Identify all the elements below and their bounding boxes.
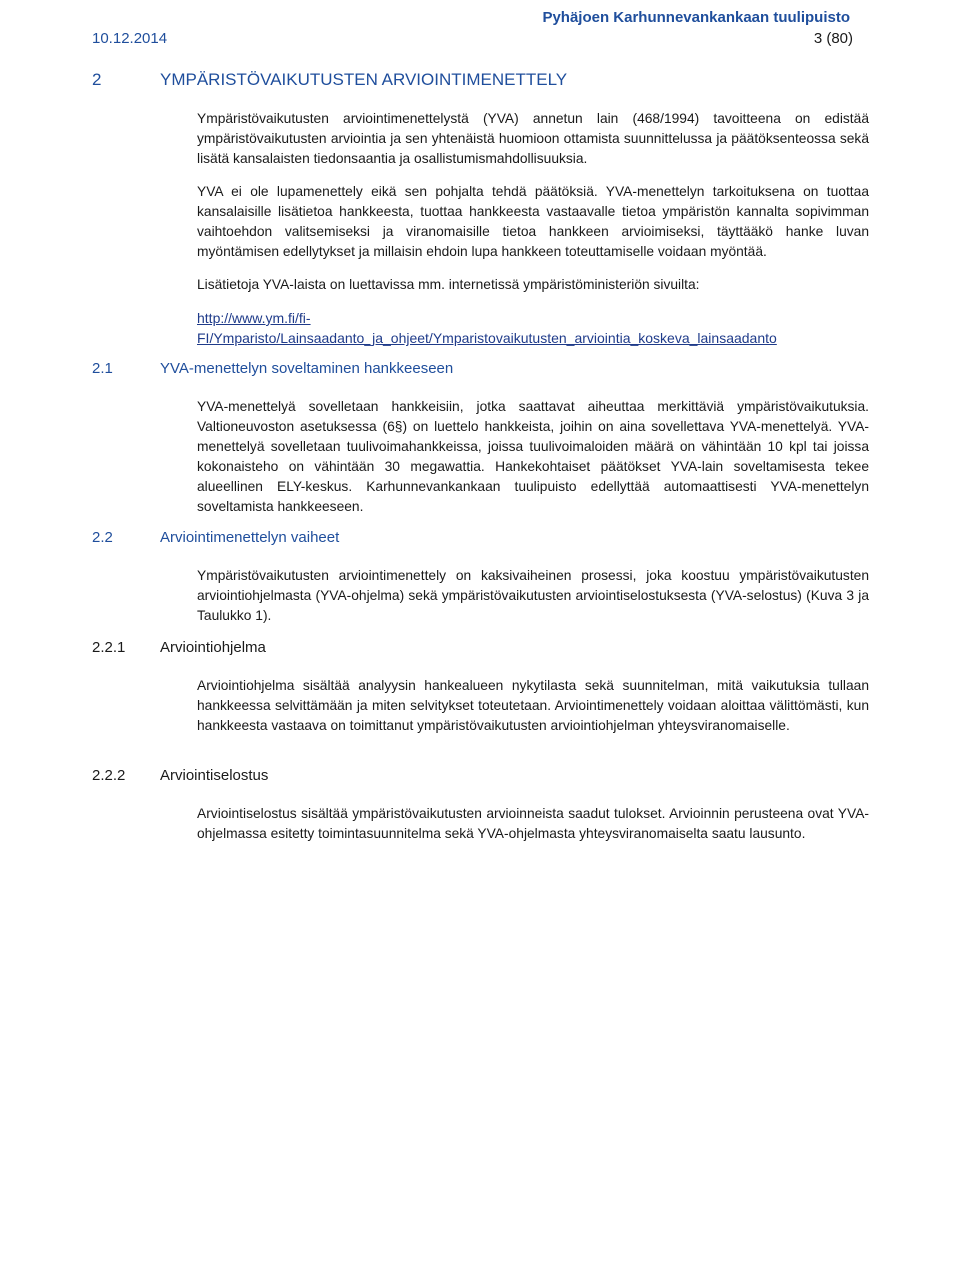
section-2-2-2-paragraph: Arviointiselostus sisältää ympäristövaikutusten arvioinneista saadut tulokset. Arvioinnin perusteena ovat YVA-ohjelmassa esitetty toimintasuunnitelma sekä YVA-ohjelmasta yhteysviranomaiselta saatu lausunto. [197, 806, 869, 841]
document-title: Pyhäjoen Karhunnevankankaan tuulipuisto [542, 9, 850, 26]
ministry-link-line-2[interactable]: FI/Ymparisto/Lainsaadanto_ja_ohjeet/Ymparistovaikutusten_arviointia_koskeva_lainsaadanto [197, 330, 777, 346]
section-number: 2.2.2 [92, 767, 126, 784]
section-2-paragraph-3: Lisätietoja YVA-laista on luettavissa mm. internetissä ympäristöministeriön sivuilta: [197, 277, 700, 292]
ministry-link-line-1[interactable]: http://www.ym.fi/fi- [197, 310, 311, 326]
section-title: YMPÄRISTÖVAIKUTUSTEN ARVIOINTIMENETTELY [160, 70, 568, 89]
section-2-2-heading [92, 529, 339, 546]
section-number: 2.1 [92, 360, 113, 377]
section-2-2-1-paragraph: Arviointiohjelma sisältää analyysin hankealueen nykytilasta sekä suunnitelman, mitä vaikutuksia tullaan hankkeessa selvittämään ja miten selvitykset toteutetaan. Arviointimenettely voidaan aloittaa välittömästi, kun hankkeesta vastaava on toimittanut ympäristövaikutusten arviointiohjelman yhteysviranomaiselle. [197, 678, 869, 733]
page-number: 3 (80) [813, 30, 853, 47]
section-2-2-paragraph: Ympäristövaikutusten arviointimenettely on kaksivaiheinen prosessi, joka koostuu ympäristövaikutusten arviointiohjelmasta (YVA-ohjelma) sekä ympäristövaikutusten arviointiselostuksesta (YVA-selostus) (Kuva 3 ja Taulukko 1). [197, 568, 869, 623]
section-2-2-1-heading [92, 639, 266, 656]
section-number: 2 [92, 70, 102, 89]
section-title: Arviointiohjelma [160, 639, 266, 656]
section-2-heading [92, 70, 567, 90]
section-2-2-2-heading [92, 767, 268, 784]
section-title: YVA-menettelyn soveltaminen hankkeeseen [160, 360, 454, 377]
section-title: Arviointimenettelyn vaiheet [160, 529, 340, 546]
section-title: Arviointiselostus [160, 767, 269, 784]
section-2-paragraph-2: YVA ei ole lupamenettely eikä sen pohjalta tehdä päätöksiä. YVA-menettelyn tarkoituksena on tuottaa kansalaisille lisätietoa hankkeesta, tuottaa hankkeesta vastaavalle tietoa ympäristön kannalta sopivimman vaihtoehdon valitsemiseksi ja viranomaisille tietoa hankkeen arvioimiseksi, täyttääkö hanke luvan myöntämisen edellytykset ja millaisin ehdoin lupa hankkeen toteuttamiselle voidaan myöntää. [197, 184, 869, 259]
document-date: 10.12.2014 [92, 30, 168, 47]
section-number: 2.2 [92, 529, 113, 546]
section-2-1-heading [92, 360, 453, 377]
section-2-1-paragraph: YVA-menettelyä sovelletaan hankkeisiin, jotka saattavat aiheuttaa merkittäviä ympäristövaikutuksia. Valtioneuvoston asetuksessa (6§) on luettelo hankkeista, joihin on aina sovellettava YVA-menettelyä. YVA-menettelyä sovelletaan tuulivoimahankkeissa, joissa tuulivoimaloiden määrä on vähintään 10 kpl tai joissa kokonaisteho on vähintään 30 megawattia. Hankekohtaiset päätökset YVA-lain soveltamisesta tekee alueellinen ELY-keskus. Karhunnevankankaan tuulipuisto edellyttää automaattisesti YVA-menettelyn soveltamista hankkeeseen. [197, 399, 869, 514]
section-2-paragraph-1: Ympäristövaikutusten arviointimenettelystä (YVA) annetun lain (468/1994) tavoitteena on edistää ympäristövaikutusten arviointia ja sen yhtenäistä huomioon ottamista suunnittelussa ja päätöksenteossa sekä lisätä kansalaisten tiedonsaantia ja osallistumismahdollisuuksia. [197, 111, 869, 166]
section-number: 2.2.1 [92, 639, 126, 656]
